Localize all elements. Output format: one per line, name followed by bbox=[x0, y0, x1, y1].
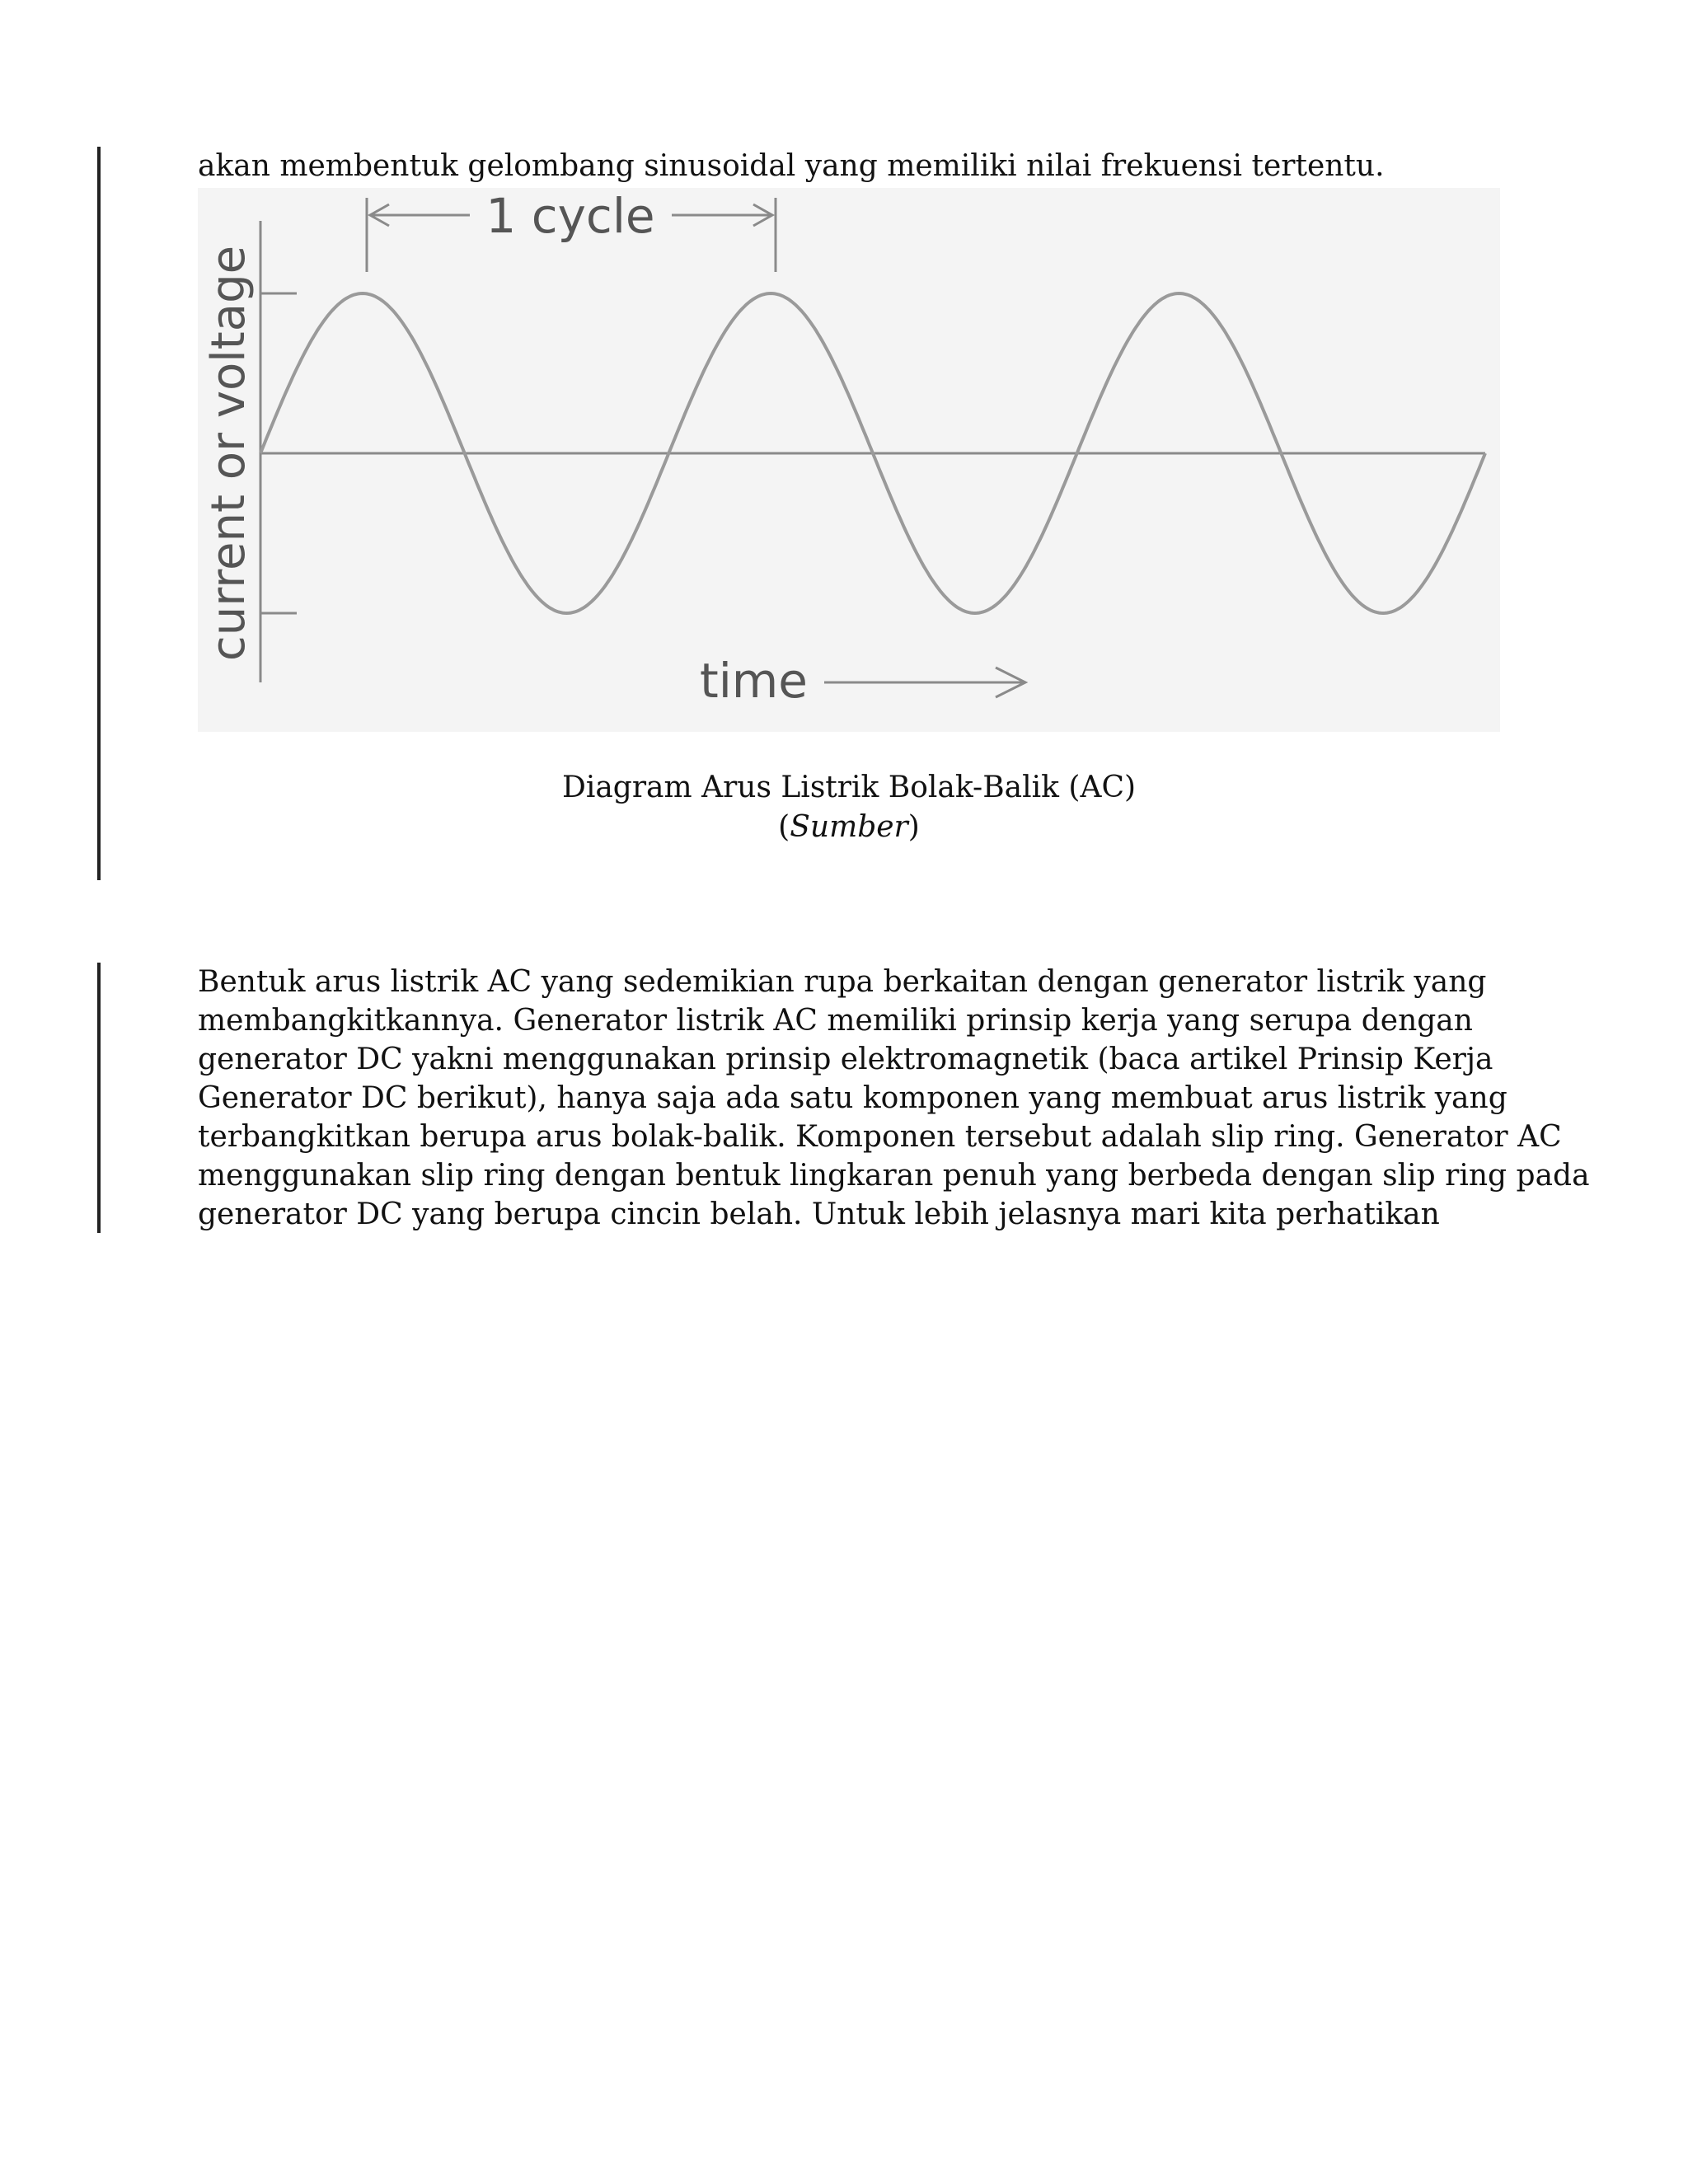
paragraph-line: menggunakan slip ring dengan bentuk lingkaran penuh yang berbeda dengan slip ring pada bbox=[198, 1159, 1590, 1193]
figure-caption: Diagram Arus Listrik Bolak-Balik (AC) bbox=[561, 771, 1137, 804]
source-open-paren: ( bbox=[778, 810, 790, 844]
source-link-text[interactable]: Sumber bbox=[790, 810, 908, 844]
revision-bar-top bbox=[97, 147, 101, 880]
intro-text: akan membentuk gelombang sinusoidal yang memiliki nilai frekuensi tertentu. bbox=[198, 149, 1385, 183]
x-axis-label: time bbox=[699, 653, 808, 709]
body-paragraph bbox=[198, 963, 1590, 1234]
cycle-label: 1 cycle bbox=[485, 188, 655, 244]
y-axis-label: current or voltage bbox=[202, 245, 256, 662]
revision-bar-bottom bbox=[97, 963, 101, 1233]
paragraph-line: generator DC yakni menggunakan prinsip elektromagnetik (baca artikel Prinsip Kerja bbox=[198, 1043, 1493, 1076]
figure-source bbox=[198, 808, 1500, 847]
paragraph-line: Bentuk arus listrik AC yang sedemikian rupa berkaitan dengan generator listrik yang bbox=[198, 965, 1487, 999]
source-close-paren: ) bbox=[907, 810, 920, 844]
paragraph-line: membangkitkannya. Generator listrik AC memiliki prinsip kerja yang serupa dengan bbox=[198, 1004, 1473, 1038]
paragraph-line: Generator DC berikut), hanya saja ada satu komponen yang membuat arus listrik yang bbox=[198, 1081, 1507, 1115]
paragraph-line: terbangkitkan berupa arus bolak-balik. Komponen tersebut adalah slip ring. Generator AC bbox=[198, 1120, 1562, 1154]
ac-waveform-figure bbox=[198, 188, 1500, 732]
paragraph-line: generator DC yang berupa cincin belah. Untuk lebih jelasnya mari kita perhatikan bbox=[198, 1197, 1440, 1231]
ac-waveform-diagram bbox=[198, 188, 1500, 732]
